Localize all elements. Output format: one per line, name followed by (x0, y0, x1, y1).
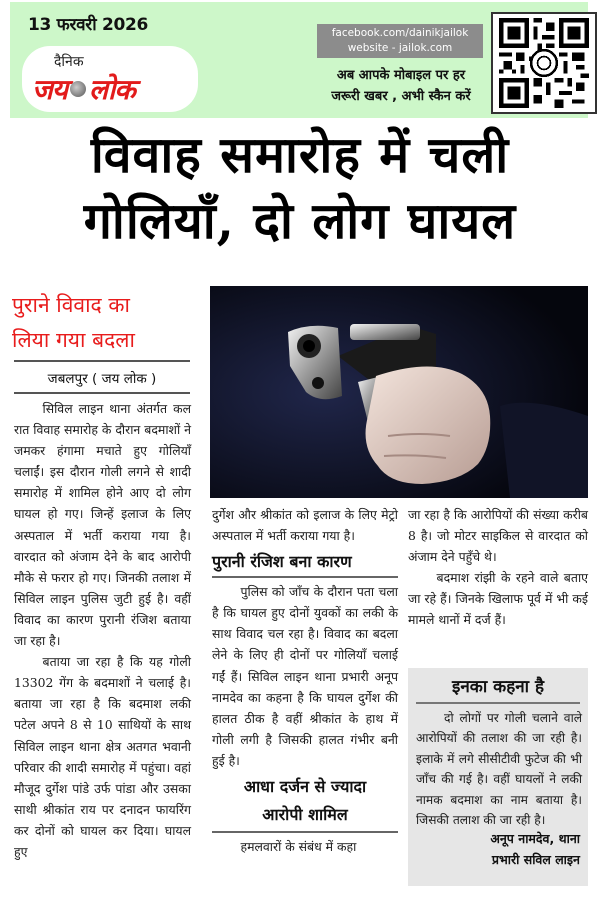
website-link[interactable]: website - jailok.com (347, 42, 453, 54)
newspaper-logo (22, 46, 198, 112)
article-column-2 (212, 504, 398, 857)
section-heading-line2: आरोपी शामिल (262, 805, 348, 825)
social-links-box (317, 24, 483, 58)
globe-icon (70, 81, 86, 97)
divider (212, 576, 398, 578)
divider (14, 392, 190, 394)
scan-prompt-line2: जरूरी खबर , अभी स्कैन करें (331, 89, 471, 104)
quote-attribution (414, 828, 580, 870)
paragraph: सिविल लाइन थाना अंतर्गत कल रात विवाह समारोह के दौरान बदमाशों ने जमकर हंगामा मचाते हुए गोलियाँ चलाईं। इस दौरान गोली लगने से शादी समारोह में शामिल होने आए दो लोग घायल हो गए। जिन्हें इलाज के लिए अस्पताल में भर्ती कराया गया है। वारदात को अंजाम देने के बाद आरोपी मौके से फरार हो गए। जिनकी तलाश में सिविल लाइन पुलिस जुटी हुई है। वहीं विवाद का कारण पुरानी रंजिश बताया जा रहा है। (14, 401, 191, 649)
whatsapp-qr-code-icon[interactable] (491, 12, 597, 114)
paragraph: बदमाश रांझी के रहने वाले बताए जा रहे हैं। जिनके खिलाफ पूर्व में भी कई मामले थानों में दर्ज हैं। (408, 570, 588, 628)
article-column-3 (408, 504, 588, 631)
quote-box-body (416, 708, 582, 830)
section-heading-line1: आधा दर्जन से ज्यादा (243, 777, 367, 797)
divider (416, 702, 580, 704)
divider (212, 831, 398, 833)
pistol-photo-image (210, 286, 588, 498)
paragraph: जा रहा है कि आरोपियों की संख्या करीब 8 है। जो मोटर साइकिल से वारदात को अंजाम देने पहुँचे थे। (408, 507, 588, 565)
paragraph: दो लोगों पर गोली चलाने वाले आरोपियों की तलाश की जा रही है। इलाके में लगे सीसीटीवी फुटेज की भी जाँच की गई है। वहीं घायलों ने लकी नामक बदमाश का नाम बताया है। जिसकी तलाश की जा रही है। (416, 711, 582, 828)
scan-prompt-line1: अब आपके मोबाइल पर हर (336, 68, 466, 83)
sub-headline (12, 288, 190, 358)
attribution-line1: अनूप नामदेव, थाना (490, 831, 580, 846)
paragraph: दुर्गेश और श्रीकांत को इलाज के लिए मेट्रो अस्पताल में भर्ती कराया गया है। (212, 507, 398, 544)
logo-title (32, 70, 135, 108)
issue-date: 13 फरवरी 2026 (28, 15, 149, 35)
section-heading-old-enmity: पुरानी रंजिश बना कारण (212, 552, 352, 572)
section-heading-accused-count (212, 773, 398, 829)
dateline: जबलपुर ( जय लोक ) (47, 371, 157, 387)
logo-small-text: दैनिक (54, 54, 84, 70)
divider (14, 360, 190, 362)
paragraph: हमलवारों के संबंध में कहा (240, 839, 357, 855)
quote-box-heading: इनका कहना है (451, 677, 545, 697)
main-headline (10, 122, 590, 254)
quote-box (408, 668, 588, 886)
paragraph: पुलिस को जाँच के दौरान पता चला है कि घायल हुए दोनों युवकों का लकी के साथ विवाद चल रहा है। विवाद का बदला लेने के लिए ही दोनों पर गोलियाँ चलाई गईं हैं। सिविल लाइन थाना प्रभारी अनूप नामदेव का कहना है कि घायल दुर्गेश की हालत ठीक है वहीं श्रीकांत के हाथ में गोली लगी है जिसकी हालत गंभीर बनी हुई है। (212, 584, 398, 768)
facebook-link[interactable]: facebook.com/dainikjailok (331, 27, 469, 39)
headline-line2: गोलियाँ, दो लोग घायल (83, 191, 517, 250)
masthead-banner (10, 2, 588, 118)
logo-left-text: जय (32, 73, 68, 106)
sub-headline-line2: लिया गया बदला (12, 328, 135, 352)
logo-right-text: लोक (89, 73, 135, 106)
attribution-line2: प्रभारी सविल लाइन (491, 852, 580, 867)
scan-prompt (310, 65, 492, 107)
article-photo (210, 286, 588, 498)
paragraph: बताया जा रहा है कि यह गोली 13302 गेंग के बदमाशों ने चलाई है। बताया जा रहा है कि बदमाश लकी पटेल अपने 8 से 10 साथियों के साथ सिविल लाइन थाना क्षेत्र अतगत भवानी परिवार की शादी समारोह में पहुंचा। वहां मौजूद दुर्गेश पांडे उर्फ पांडा और उसका साथी श्रीकांत राय पर दनादन फायरिंग कर दोनों को घायल कर दिया। घायल हुए (14, 654, 191, 859)
article-column-1 (14, 398, 191, 862)
sub-headline-line1: पुराने विवाद का (12, 293, 130, 317)
headline-line1: विवाह समारोह में चली (90, 125, 510, 184)
